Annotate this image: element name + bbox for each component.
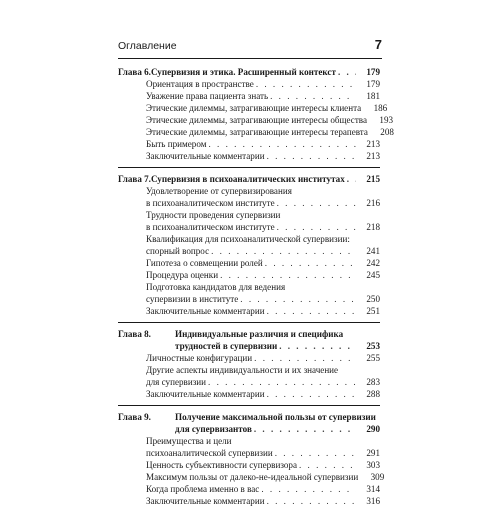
chapter-heading: [118, 173, 380, 185]
entry-title: Гипотеза о совмещении ролей: [146, 258, 263, 268]
toc-page-number: 186: [373, 103, 388, 113]
running-header: [118, 37, 382, 52]
entry-title: для супервизии: [146, 377, 207, 387]
chapter-title: Супервизия в психоаналитических институтах: [150, 174, 345, 184]
entry-title-line: [146, 435, 380, 447]
entry-title: Этические дилеммы, затрагивающие интересы терапевта: [146, 127, 368, 137]
toc-page-number: 250: [366, 294, 380, 304]
toc-line: [146, 459, 380, 471]
toc-page-number: 255: [366, 353, 380, 363]
table-of-contents: [118, 66, 394, 507]
entry-title: Максимум пользы от далеко-не-идеальной супервизии: [146, 472, 359, 482]
toc-line: [146, 447, 380, 459]
entry-title: Квалификация для психоаналитической супервизии:: [146, 234, 350, 244]
toc-entry: [118, 150, 380, 162]
chapter-title: Получение максимальной пользы от супервизии: [175, 412, 376, 422]
entry-title: Удовлетворение от супервизирования: [146, 186, 292, 196]
toc-line: [146, 269, 380, 281]
toc-entry: [118, 352, 380, 364]
leader-dots: [208, 138, 356, 150]
toc-line: [146, 114, 394, 126]
toc-page-number: 251: [366, 306, 380, 316]
entry-title: Ориентация в пространстве: [146, 79, 254, 89]
entry-title-line: [146, 209, 380, 221]
chapter-heading: [118, 411, 380, 435]
entry-title: Личностные конфигурации: [146, 353, 253, 363]
toc-entry: [118, 435, 380, 459]
toc-page-number: 213: [366, 151, 380, 161]
leader-dots: [261, 483, 356, 495]
toc-line: [146, 138, 380, 150]
toc-page-number: 290: [366, 424, 380, 434]
toc-entry: [118, 233, 380, 257]
toc-line: [146, 495, 380, 507]
entry-title: Заключительные комментарии: [146, 151, 265, 161]
toc-entry: [118, 209, 380, 233]
toc-page-number: 215: [366, 174, 380, 184]
toc-page-number: 179: [366, 67, 380, 77]
toc-chapter: [118, 167, 380, 317]
leader-dots: [299, 459, 356, 471]
entry-title: спорный вопрос: [146, 246, 210, 256]
chapter-title: Индивидуальные различия и специфика: [175, 329, 344, 339]
toc-line: [146, 257, 380, 269]
toc-entry: [118, 269, 380, 281]
leader-dots: [265, 257, 356, 269]
chapter-label: Глава 8.: [118, 329, 151, 339]
toc-page-number: 291: [366, 448, 380, 458]
toc-chapter: [118, 66, 394, 162]
entry-title: психоаналитической супервизии: [146, 448, 273, 458]
toc-page-number: 208: [380, 127, 394, 137]
running-title: Оглавление: [118, 40, 177, 52]
entry-title: супервизии в институте: [146, 294, 239, 304]
leader-dots: [277, 197, 356, 209]
leader-dots: [208, 376, 356, 388]
entry-title-line: [146, 185, 380, 197]
chapter-title: трудностей в супервизии: [175, 341, 278, 351]
leader-dots: [240, 293, 356, 305]
leader-dots: [338, 66, 356, 78]
toc-line: [146, 221, 380, 233]
toc-entry: [118, 483, 380, 495]
toc-line: [146, 245, 380, 257]
leader-dots: [277, 221, 356, 233]
toc-entry: [118, 305, 380, 317]
toc-chapter: [118, 405, 385, 507]
toc-page-number: 181: [366, 91, 380, 101]
chapter-title-line: [118, 328, 380, 340]
toc-entry: [118, 471, 385, 483]
entry-title: Быть примером: [146, 139, 207, 149]
toc-page-number: 288: [366, 389, 380, 399]
leader-dots: [347, 173, 356, 185]
toc-entry: [118, 114, 394, 126]
entry-title: в психоаналитическом институте: [146, 198, 275, 208]
header-rule: [118, 58, 382, 59]
chapter-label: Глава 7.: [118, 174, 151, 184]
toc-line: [146, 90, 380, 102]
toc-page-number: 241: [366, 246, 380, 256]
toc-line: [146, 78, 380, 90]
leader-dots: [270, 90, 356, 102]
entry-title: Подготовка кандидатов для ведения: [146, 282, 286, 292]
toc-page-number: 193: [379, 115, 394, 125]
toc-entry: [118, 459, 380, 471]
toc-page-number: 283: [366, 377, 380, 387]
toc-entry: [118, 90, 380, 102]
entry-title: Другие аспекты индивидуальности и их значение: [146, 365, 339, 375]
entry-title: в психоаналитическом институте: [146, 222, 275, 232]
leader-dots: [211, 245, 356, 257]
toc-line: [146, 293, 380, 305]
toc-page-number: 253: [366, 341, 380, 351]
toc-page-number: 316: [366, 496, 380, 506]
toc-page-number: 314: [366, 484, 380, 494]
toc-entry: [118, 281, 380, 305]
toc-chapter: [118, 322, 380, 400]
entry-title: Заключительные комментарии: [146, 389, 265, 399]
leader-dots: [267, 495, 356, 507]
entry-title: Трудности проведения супервизии: [146, 210, 281, 220]
chapter-heading: [118, 66, 380, 78]
leader-dots: [254, 423, 356, 435]
entry-title: Этические дилеммы, затрагивающие интересы общества: [146, 115, 368, 125]
toc-entry: [118, 388, 380, 400]
chapter-title: для супервизантов: [175, 424, 252, 434]
toc-page-number: 309: [370, 472, 385, 482]
toc-line: [146, 150, 380, 162]
toc-page-number: 218: [366, 222, 380, 232]
toc-entry: [118, 185, 380, 209]
toc-page-number: 245: [366, 270, 380, 280]
toc-entry: [118, 495, 380, 507]
toc-line: [146, 471, 385, 483]
entry-title-line: [146, 233, 380, 245]
toc-line: [146, 352, 380, 364]
entry-title-line: [146, 364, 380, 376]
toc-line: [146, 483, 380, 495]
entry-title: Заключительные комментарии: [146, 496, 265, 506]
toc-entry: [118, 257, 380, 269]
entry-title: Этические дилеммы, затрагивающие интересы клиента: [146, 103, 362, 113]
toc-line: [118, 340, 380, 352]
toc-page-number: 179: [366, 79, 380, 89]
toc-line: [146, 102, 388, 114]
leader-dots: [267, 388, 356, 400]
toc-page-number: 242: [366, 258, 380, 268]
leader-dots: [256, 78, 356, 90]
toc-entry: [118, 78, 380, 90]
toc-line: [118, 66, 380, 78]
entry-title: Заключительные комментарии: [146, 306, 265, 316]
toc-line: [146, 197, 380, 209]
toc-page-number: 216: [366, 198, 380, 208]
leader-dots: [267, 305, 356, 317]
toc-entry: [118, 126, 394, 138]
chapter-title: Супервизия и этика. Расширенный контекст: [150, 67, 336, 77]
toc-page-number: 213: [366, 139, 380, 149]
toc-line: [118, 173, 380, 185]
toc-line: [146, 376, 380, 388]
entry-title: Преимущества и цели: [146, 436, 232, 446]
leader-dots: [279, 340, 356, 352]
toc-page-number: 303: [366, 460, 380, 470]
toc-line: [146, 388, 380, 400]
entry-title: Уважение права пациента знать: [146, 91, 269, 101]
entry-title: Ценность субъективности супервизора: [146, 460, 297, 470]
toc-line: [118, 423, 380, 435]
leader-dots: [220, 269, 356, 281]
chapter-label: Глава 6.: [118, 67, 151, 77]
toc-entry: [118, 138, 380, 150]
chapter-title-line: [118, 411, 380, 423]
page-number: 7: [374, 37, 382, 52]
leader-dots: [275, 447, 356, 459]
entry-title: Когда проблема именно в вас: [146, 484, 260, 494]
entry-title-line: [146, 281, 380, 293]
entry-title: Процедура оценки: [146, 270, 219, 280]
leader-dots: [254, 352, 356, 364]
toc-line: [146, 305, 380, 317]
chapter-heading: [118, 328, 380, 352]
chapter-label: Глава 9.: [118, 412, 151, 422]
toc-entry: [118, 102, 388, 114]
toc-line: [146, 126, 394, 138]
toc-entry: [118, 364, 380, 388]
leader-dots: [267, 150, 356, 162]
